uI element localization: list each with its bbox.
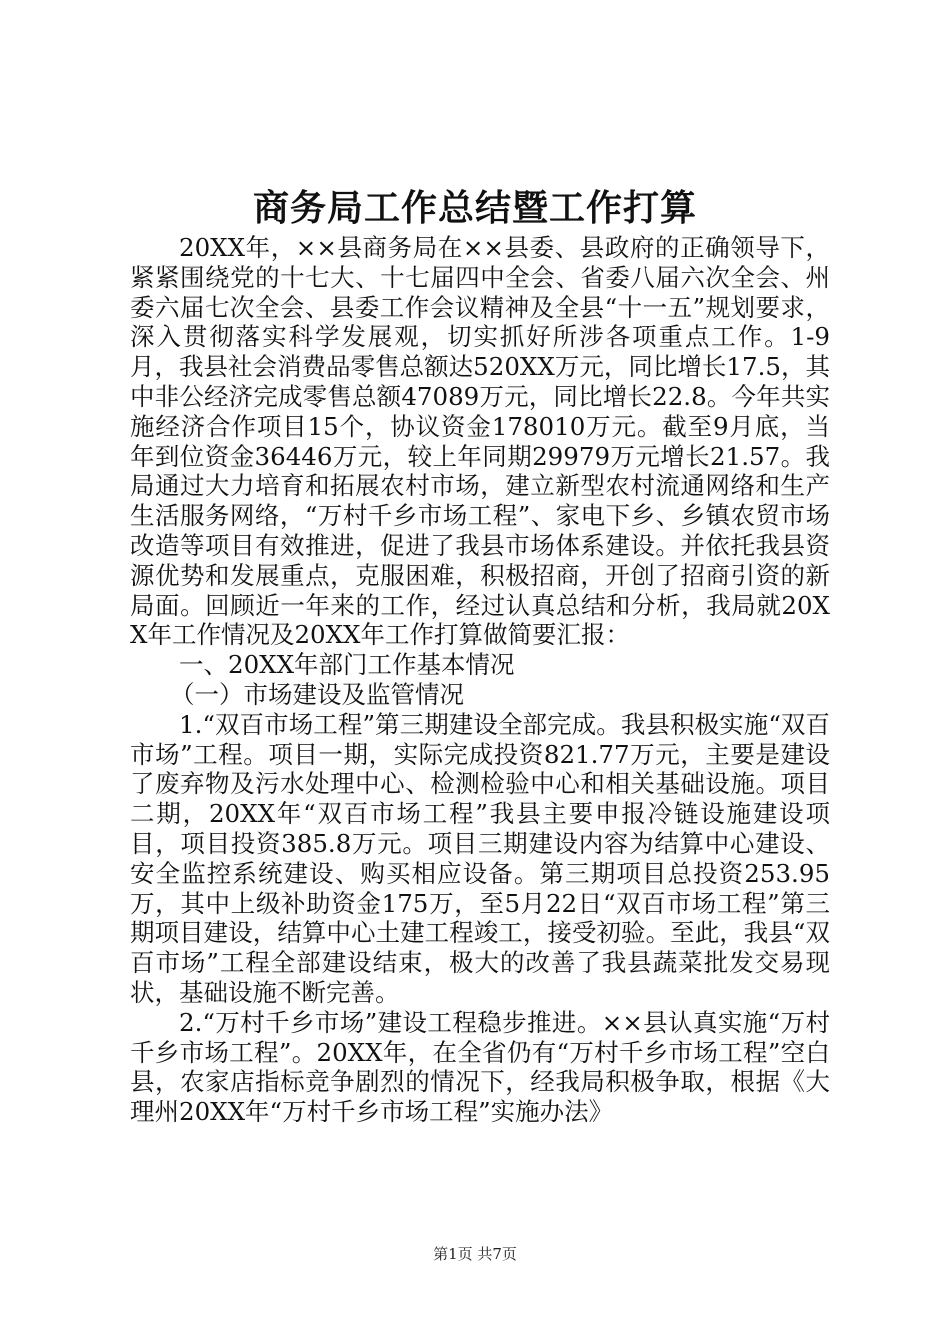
section-heading: 一、20XX年部门工作基本情况 [179, 650, 515, 680]
item-paragraph: 2.“万村千乡市场”建设工程稳步推进。××县认真实施“万村千乡市场工程”。20XX年，在全省仍有“万村千乡市场工程”空白县，农家店指标竞争剧烈的情况下，经我局积极争取，根据《大理州20XX年“万村千乡市场工程”实施办法》 [130, 1007, 830, 1127]
intro-paragraph: 20XX年，××县商务局在××县委、县政府的正确领导下，紧紧围绕党的十七大、十七届四中全会、省委八届六次全会、州委六届七次全会、县委工作会议精神及全县“十一五”规划要求，深入贯彻落实科学发展观，切实抓好所涉各项重点工作。1-9月，我县社会消费品零售总额达520XX万元，同比增长17.5，其中非公经济完成零售总额47089万元，同比增长22.8。今年共实施经济合作项目15个，协议资金178010万元。截至9月底，当年到位资金36446万元，较上年同期29979万元增长21.57。我局通过大力培育和拓展农村市场，建立新型农村流通网络和生产生活服务网络，“万村千乡市场工程”、家电下乡、乡镇农贸市场改造等项目有效推进，促进了我县市场体系建设。并依托我县资源优势和发展重点，克服困难，积极招商，开创了招商引资的新局面。回顾近一年来的工作，经过认真总结和分析，我局就20XX年工作情况及20XX年工作打算做简要汇报： [130, 233, 830, 650]
page-footer: 第1页 共7页 [433, 1245, 517, 1263]
document-body [130, 233, 830, 1127]
document-title: 商务局工作总结暨工作打算 [252, 187, 697, 229]
subsection-heading: （一）市场建设及监管情况 [170, 679, 464, 709]
item-paragraph: 1.“双百市场工程”第三期建设全部完成。我县积极实施“双百市场”工程。项目一期，实际完成投资821.77万元，主要是建设了废弃物及污水处理中心、检测检验中心和相关基础设施。项目二期，20XX年“双百市场工程”我县主要申报冷链设施建设项目，项目投资385.8万元。项目三期建设内容为结算中心建设、安全监控系统建设、购买相应设备。第三期项目总投资253.95万，其中上级补助资金175万，至5月22日“双百市场工程”第三期项目建设，结算中心土建工程竣工，接受初验。至此，我县“双百市场”工程全部建设结束，极大的改善了我县蔬菜批发交易现状，基础设施不断完善。 [130, 709, 830, 1007]
